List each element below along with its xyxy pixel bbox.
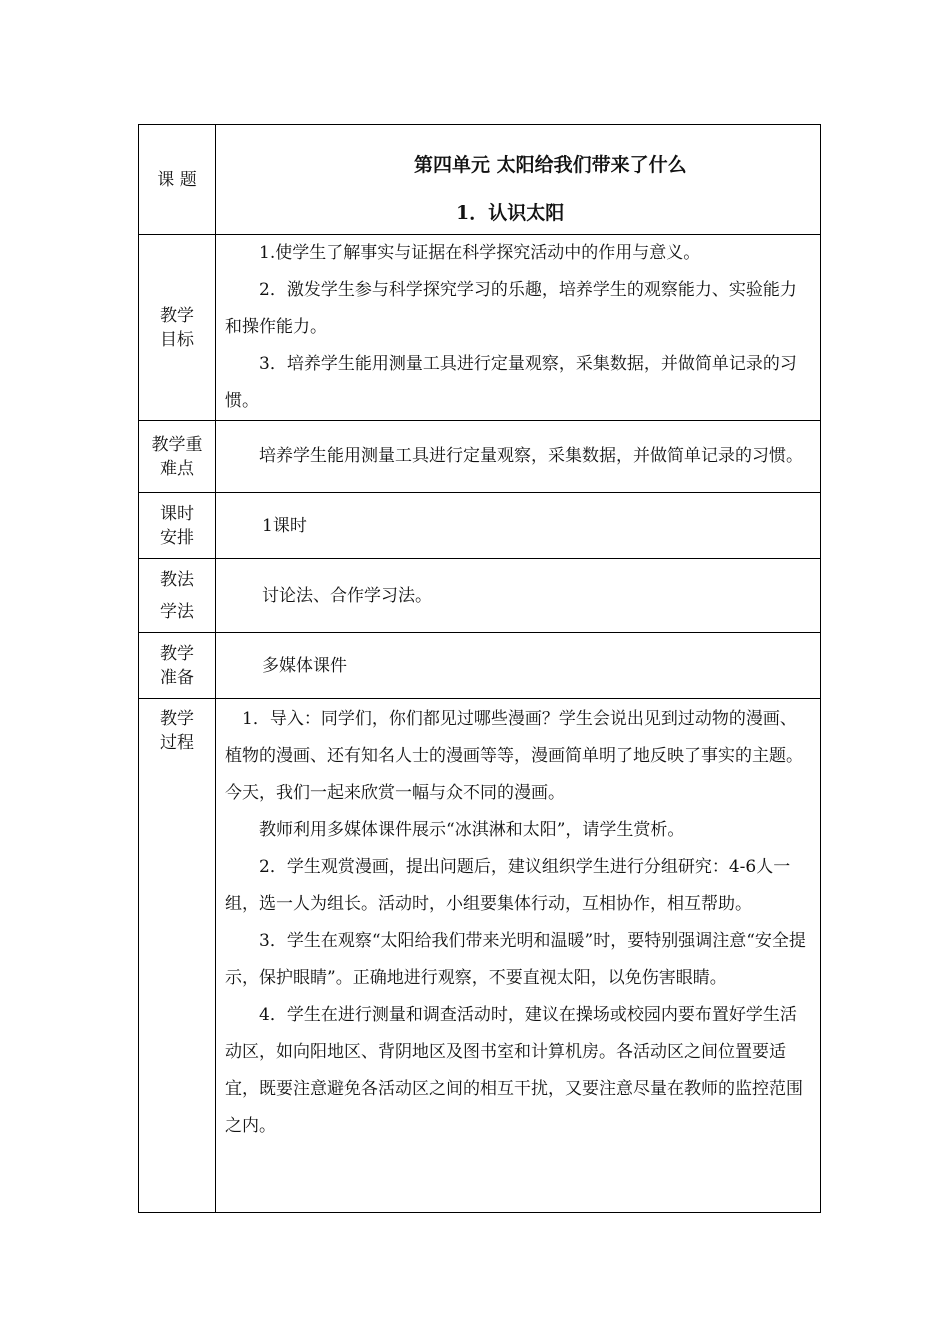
process-step: 3．学生在观察“太阳给我们带来光明和温暖”时，要特别强调注意“安全提示，保护眼睛”。正确地进行观察，不要直视太阳，以免伤害眼睛。 xyxy=(225,931,806,988)
methods-cell xyxy=(216,559,821,633)
objective-item: 2．激发学生参与科学探究学习的乐趣，培养学生的观察能力、实验能力和操作能力。 xyxy=(225,280,797,337)
schedule-row xyxy=(139,493,821,559)
methods-text: 讨论法、合作学习法。 xyxy=(262,585,432,606)
process-cell xyxy=(216,699,821,1213)
preparation-cell xyxy=(216,633,821,699)
objectives-cell xyxy=(216,235,821,421)
topic-label: 课 题 xyxy=(139,125,216,235)
key-points-cell xyxy=(216,421,821,493)
key-points-label: 教学重难点 xyxy=(139,421,216,493)
process-step: 4．学生在进行测量和调查活动时，建议在操场或校园内要布置好学生活动区，如向阳地区、背阴地区及图书室和计算机房。各活动区之间位置要适宜，既要注意避免各活动区之间的相互干扰，又要注意尽量在教师的监控范围之内。 xyxy=(225,1005,803,1136)
process-row xyxy=(139,699,821,1213)
topic-cell xyxy=(216,125,821,235)
preparation-row xyxy=(139,633,821,699)
objective-item: 3．培养学生能用测量工具进行定量观察，采集数据，并做简单记录的习惯。 xyxy=(225,354,797,411)
lesson-title: 1．认识太阳 xyxy=(456,201,565,224)
topic-row xyxy=(139,125,821,235)
unit-title: 第四单元 太阳给我们带来了什么 xyxy=(414,153,687,176)
process-label: 教学过程 xyxy=(139,699,216,1213)
objective-item: 1.使学生了解事实与证据在科学探究活动中的作用与意义。 xyxy=(259,243,701,263)
process-step: 1．导入：同学们，你们都见过哪些漫画？学生会说出见到过动物的漫画、植物的漫画、还有知名人士的漫画等等，漫画简单明了地反映了事实的主题。今天，我们一起来欣赏一幅与众不同的漫画。 xyxy=(225,709,803,803)
schedule-label: 课时安排 xyxy=(139,493,216,559)
methods-label: 教法学法 xyxy=(139,559,216,633)
lesson-plan-table xyxy=(138,124,821,1213)
process-step: 教师利用多媒体课件展示“冰淇淋和太阳”，请学生赏析。 xyxy=(259,820,685,840)
preparation-label: 教学准备 xyxy=(139,633,216,699)
objectives-row xyxy=(139,235,821,421)
schedule-cell xyxy=(216,493,821,559)
objectives-label: 教学目标 xyxy=(139,235,216,421)
process-step: 2．学生观赏漫画，提出问题后，建议组织学生进行分组研究：4-6人一组，选一人为组长。活动时，小组要集体行动，互相协作，相互帮助。 xyxy=(225,857,791,914)
preparation-text: 多媒体课件 xyxy=(262,655,347,676)
methods-row xyxy=(139,559,821,633)
key-points-row xyxy=(139,421,821,493)
key-points-text: 培养学生能用测量工具进行定量观察，采集数据，并做简单记录的习惯。 xyxy=(259,446,803,466)
schedule-text: 1课时 xyxy=(262,515,307,536)
